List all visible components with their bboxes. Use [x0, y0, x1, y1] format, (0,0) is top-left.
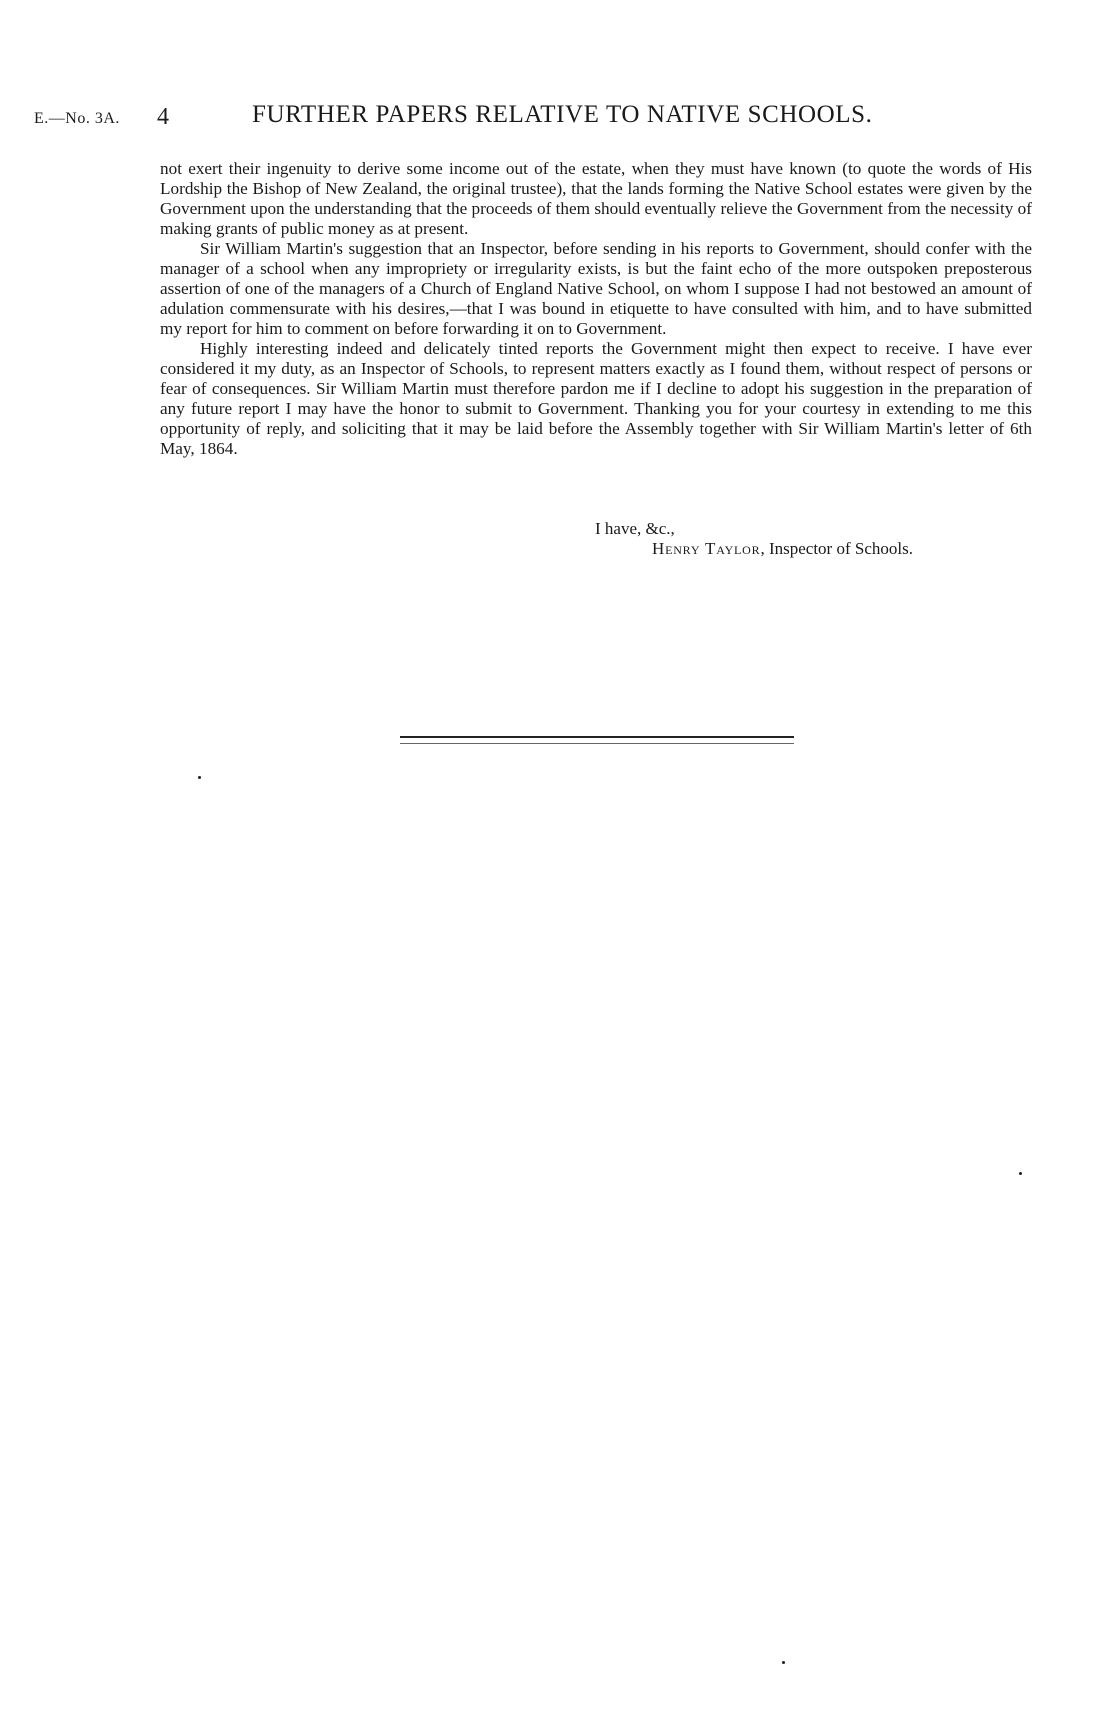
- signatory-title: , Inspector of Schools.: [760, 539, 913, 558]
- closing-salutation: I have, &c.,: [595, 519, 675, 538]
- signature-line: [652, 539, 913, 559]
- paragraph-continuation: not exert their ingenuity to derive some income out of the estate, when they must have known (to quote the words of His Lordship the Bishop of New Zealand, the original trustee), that the lands forming the Native School estates were given by the Government upon the understanding that the proceeds of them should eventually relieve the Government from the necessity of making grants of public money as at present.: [160, 159, 1032, 238]
- page-header: [34, 100, 1034, 136]
- ink-speck: [1019, 1172, 1022, 1175]
- ink-speck: [782, 1661, 785, 1664]
- document-reference: E.—No. 3A.: [34, 110, 120, 127]
- signatory-name: Henry Taylor: [652, 539, 761, 558]
- paragraph-suggestion: Sir William Martin's suggestion that an Inspector, before sending in his reports to Government, should confer with the manager of a school when any impropriety or irregularity exists, is but the faint echo of the more outspoken preposterous assertion of one of the managers of a Church of England Native School, on whom I suppose I had not bestowed an amount of adulation commensurate with his desires,—that I was bound in etiquette to have consulted with him, and to have submitted my report for him to comment on before forwarding it on to Government.: [160, 239, 1032, 338]
- page-number: 4: [157, 104, 169, 130]
- section-divider-rule: [400, 736, 794, 744]
- running-title: FURTHER PAPERS RELATIVE TO NATIVE SCHOOLS.: [252, 101, 873, 128]
- ink-speck: [198, 776, 201, 779]
- paragraph-reply: Highly interesting indeed and delicately tinted reports the Government might then expect to receive. I have ever considered it my duty, as an Inspector of Schools, to represent matters exactly as I found them, without respect of persons or fear of consequences. Sir William Martin must therefore pardon me if I decline to adopt his suggestion in the preparation of any future report I may have the honor to submit to Government. Thanking you for your courtesy in extending to me this opportunity of reply, and soliciting that it may be laid before the Assembly together with Sir William Martin's letter of 6th May, 1864.: [160, 339, 1032, 458]
- letter-body: [160, 159, 1032, 459]
